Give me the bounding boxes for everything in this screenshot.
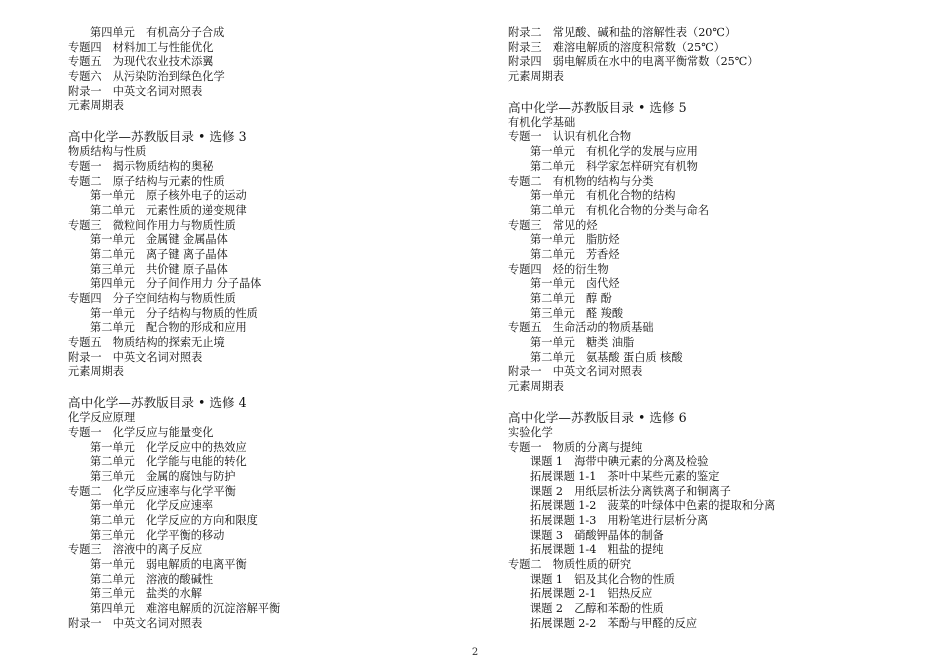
toc-entry: 专题三 常见的烃 (508, 218, 598, 232)
left-column (68, 26, 468, 631)
toc-subentry: 第一单元 脂肪烃 (530, 233, 620, 247)
toc-entry: 专题四 烃的衍生物 (508, 262, 609, 276)
toc-subentry: 第一单元 化学反应速率 (90, 499, 214, 513)
toc-entry: 专题六 从污染防治到绿色化学 (68, 70, 225, 84)
toc-subentry: 拓展课题 1-3 用粉笔进行层析分离 (530, 513, 709, 527)
toc-entry: 附录一 中英文名词对照表 (68, 616, 203, 630)
toc-entry: 附录一 中英文名词对照表 (508, 365, 643, 379)
toc-subentry: 第三单元 醛 羧酸 (530, 306, 624, 320)
toc-subentry: 第一单元 卤代烃 (530, 277, 620, 291)
section-heading: 高中化学—苏教版目录 • 选修 3 (68, 129, 247, 145)
toc-entry: 专题五 物质结构的探索无止境 (68, 336, 225, 350)
toc-entry: 元素周期表 (68, 365, 124, 379)
toc-subentry: 课题 2 乙醇和苯酚的性质 (530, 602, 664, 616)
toc-entry: 附录二 常见酸、碱和盐的溶解性表（20℃） (508, 26, 737, 39)
toc-entry: 专题一 认识有机化合物 (508, 130, 632, 144)
toc-entry: 专题二 化学反应速率与化学平衡 (68, 484, 236, 498)
toc-entry: 专题三 微粒间作用力与物质性质 (68, 218, 236, 232)
toc-subentry: 第二单元 溶液的酸碱性 (90, 572, 214, 586)
toc-entry: 专题二 物质性质的研究 (508, 558, 632, 571)
toc-subentry: 第四单元 分子间作用力 分子晶体 (90, 277, 262, 291)
toc-subentry: 第二单元 醇 酚 (530, 292, 612, 305)
toc-entry: 化学反应原理 (68, 411, 136, 425)
toc-subentry: 第一单元 分子结构与物质的性质 (90, 306, 258, 320)
toc-entry: 专题五 生命活动的物质基础 (508, 321, 654, 335)
section-heading: 高中化学—苏教版目录 • 选修 6 (508, 409, 687, 425)
page-number: 2 (471, 647, 479, 658)
toc-entry: 附录四 弱电解质在水中的电离平衡常数（25℃） (508, 55, 759, 69)
toc-subentry: 第二单元 科学家怎样研究有机物 (530, 159, 698, 173)
toc-subentry: 拓展课题 2-1 铝热反应 (530, 587, 653, 601)
toc-entry: 附录一 中英文名词对照表 (68, 84, 203, 98)
toc-entry: 实验化学 (508, 425, 553, 439)
toc-subentry: 第四单元 难溶电解质的沉淀溶解平衡 (90, 602, 281, 616)
toc-entry: 元素周期表 (508, 380, 564, 394)
toc-entry: 元素周期表 (508, 70, 564, 84)
toc-subentry: 第二单元 有机化合物的分类与命名 (530, 203, 710, 217)
toc-subentry: 第三单元 金属的腐蚀与防护 (90, 469, 236, 483)
toc-subentry: 第一单元 金属键 金属晶体 (90, 233, 228, 247)
toc-subentry: 第二单元 芳香烃 (530, 247, 620, 261)
toc-subentry: 第二单元 配合物的形成和应用 (90, 321, 247, 335)
toc-entry: 附录一 中英文名词对照表 (68, 350, 203, 364)
toc-subentry: 课题 1 铝及其化合物的性质 (530, 572, 675, 586)
toc-entry: 物质结构与性质 (68, 145, 147, 159)
toc-subentry: 第一单元 糖类 油脂 (530, 336, 635, 350)
toc-entry: 专题一 物质的分离与提纯 (508, 440, 643, 454)
toc-subentry: 第一单元 有机化合物的结构 (530, 189, 676, 203)
toc-subentry: 课题 2 用纸层析法分离铁离子和铜离子 (530, 484, 731, 498)
toc-subentry: 第二单元 离子键 离子晶体 (90, 247, 228, 261)
right-column (508, 26, 928, 631)
section-heading: 高中化学—苏教版目录 • 选修 5 (508, 99, 687, 115)
toc-subentry: 第一单元 化学反应中的热效应 (90, 440, 247, 454)
toc-entry: 专题一 揭示物质结构的奥秘 (68, 159, 214, 173)
toc-subentry: 第二单元 氨基酸 蛋白质 核酸 (530, 350, 683, 364)
toc-subentry: 第三单元 共价键 原子晶体 (90, 262, 228, 276)
toc-subentry: 第四单元 有机高分子合成 (90, 26, 225, 39)
toc-subentry: 第二单元 元素性质的递变规律 (90, 203, 247, 217)
toc-subentry: 课题 3 硝酸钾晶体的制备 (530, 528, 664, 542)
toc-entry: 元素周期表 (68, 99, 124, 113)
toc-entry: 专题一 化学反应与能量变化 (68, 425, 214, 439)
toc-subentry: 拓展课题 1-4 粗盐的提纯 (530, 543, 664, 557)
toc-entry: 专题三 溶液中的离子反应 (68, 543, 203, 557)
toc-subentry: 第一单元 有机化学的发展与应用 (530, 145, 698, 159)
toc-entry: 专题二 原子结构与元素的性质 (68, 174, 225, 188)
toc-subentry: 课题 1 海带中碘元素的分离及检验 (530, 455, 709, 469)
toc-entry: 专题五 为现代农业技术添翼 (68, 55, 214, 69)
toc-entry: 专题二 有机物的结构与分类 (508, 174, 654, 188)
toc-subentry: 拓展课题 1-2 菠菜的叶绿体中色素的提取和分离 (530, 499, 776, 513)
section-heading: 高中化学—苏教版目录 • 选修 4 (68, 395, 247, 411)
toc-subentry: 第二单元 化学能与电能的转化 (90, 455, 247, 469)
toc-subentry: 拓展课题 2-2 苯酚与甲醛的反应 (530, 616, 698, 630)
toc-subentry: 第三单元 盐类的水解 (90, 587, 202, 601)
toc-entry: 专题四 分子空间结构与物质性质 (68, 292, 236, 305)
toc-subentry: 第一单元 原子核外电子的运动 (90, 189, 247, 203)
toc-subentry: 第三单元 化学平衡的移动 (90, 528, 225, 542)
toc-subentry: 第一单元 弱电解质的电离平衡 (90, 558, 247, 571)
toc-subentry: 第二单元 化学反应的方向和限度 (90, 513, 258, 527)
toc-entry: 有机化学基础 (508, 115, 576, 129)
toc-entry: 专题四 材料加工与性能优化 (68, 40, 214, 54)
toc-subentry: 拓展课题 1-1 茶叶中某些元素的鉴定 (530, 469, 720, 483)
toc-entry: 附录三 难溶电解质的溶度积常数（25℃） (508, 40, 725, 54)
